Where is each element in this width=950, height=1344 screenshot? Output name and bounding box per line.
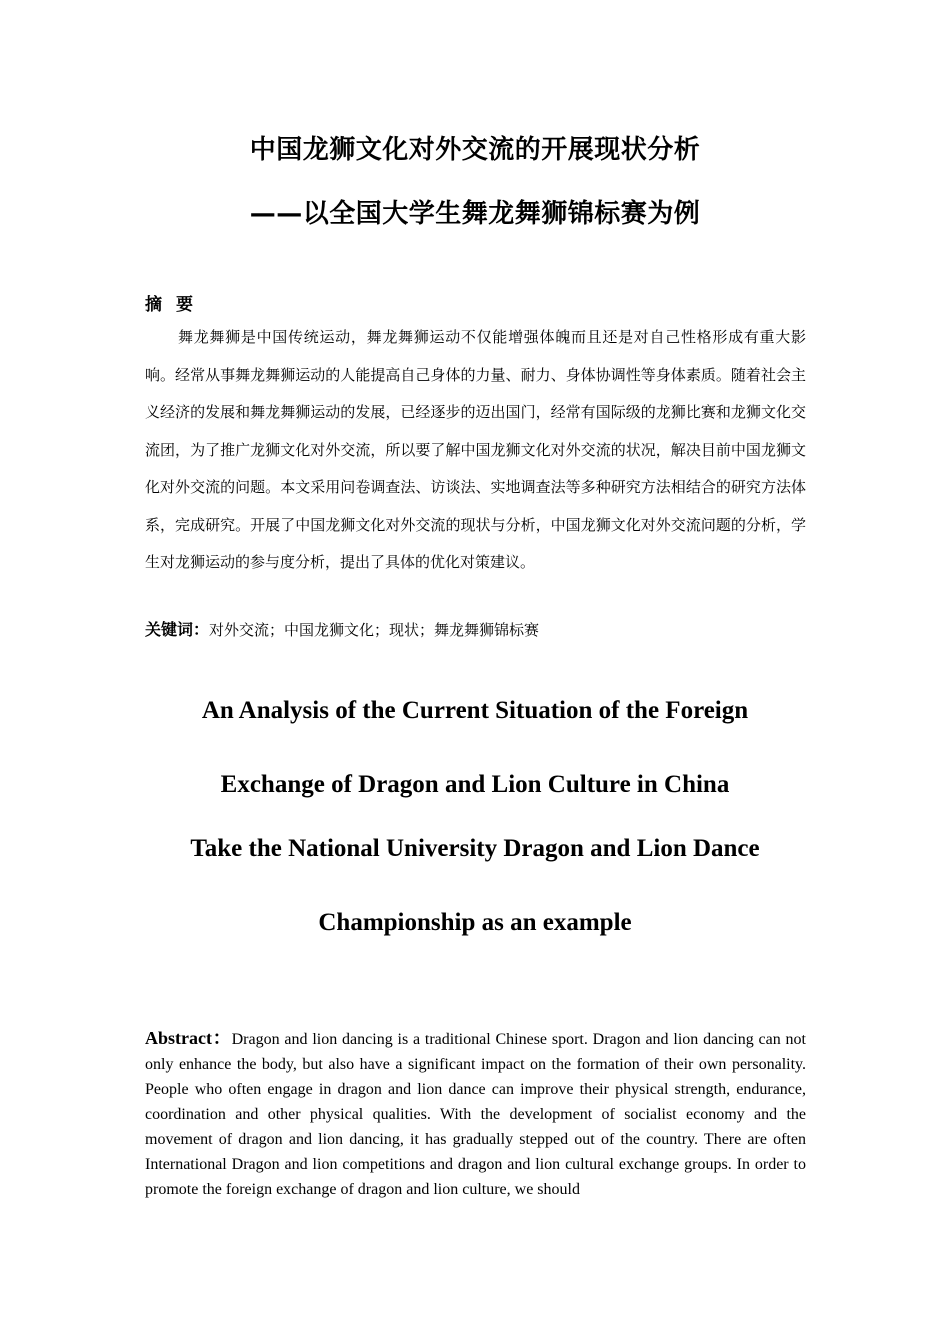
english-abstract [145, 1026, 806, 1202]
english-title-line-3: Take the National University Dragon and Lion Dance [190, 835, 760, 862]
chinese-keywords [145, 617, 539, 640]
english-abstract-label: Abstract： [145, 1028, 232, 1048]
chinese-abstract-body: 舞龙舞狮是中国传统运动，舞龙舞狮运动不仅能增强体魄而且还是对自己性格形成有重大影响。经常从事舞龙舞狮运动的人能提高自己身体的力量、耐力、身体协调性等身体素质。随着社会主义经济的发展和舞龙舞狮运动的发展，已经逐步的迈出国门，经常有国际级的龙狮比赛和龙狮文化交流团，为了推广龙狮文化对外交流，所以要了解中国龙狮文化对外交流的状况，解决目前中国龙狮文化对外交流的问题。本文采用问卷调查法、访谈法、实地调查法等多种研究方法相结合的研究方法体系，完成研究。开展了中国龙狮文化对外交流的现状与分析，中国龙狮文化对外交流问题的分析，学生对龙狮运动的参与度分析，提出了具体的优化对策建议。 [145, 328, 806, 571]
keywords-list: 对外交流；中国龙狮文化；现状；舞龙舞狮锦标赛 [209, 621, 540, 639]
chinese-title-line-2: ——以全国大学生舞龙舞狮锦标赛为例 [249, 199, 701, 229]
english-abstract-body: Dragon and lion dancing is a traditional Chinese sport. Dragon and lion dancing can not only enhance the body, but also have a significant impact on the formation of their own personality. People who often engage in dragon and lion dance can improve their physical strength, endurance, coordination and other physical qualities. With the development of socialist economy and the movement of dragon and lion dancing, it has gradually stepped out of the country. There are often International Dragon and lion competitions and dragon and lion cultural exchange groups. In order to promote the foreign exchange of dragon and lion culture, we should [145, 1031, 807, 1198]
chinese-title-line-1: 中国龙狮文化对外交流的开展现状分析 [249, 135, 701, 165]
english-title-line-2: Exchange of Dragon and Lion Culture in China [220, 771, 730, 798]
keywords-label: 关键词： [145, 620, 210, 639]
english-title-line-4: Championship as an example [318, 909, 632, 936]
chinese-abstract-heading: 摘要 [145, 295, 207, 315]
english-title-line-1: An Analysis of the Current Situation of the Foreign [201, 697, 749, 724]
